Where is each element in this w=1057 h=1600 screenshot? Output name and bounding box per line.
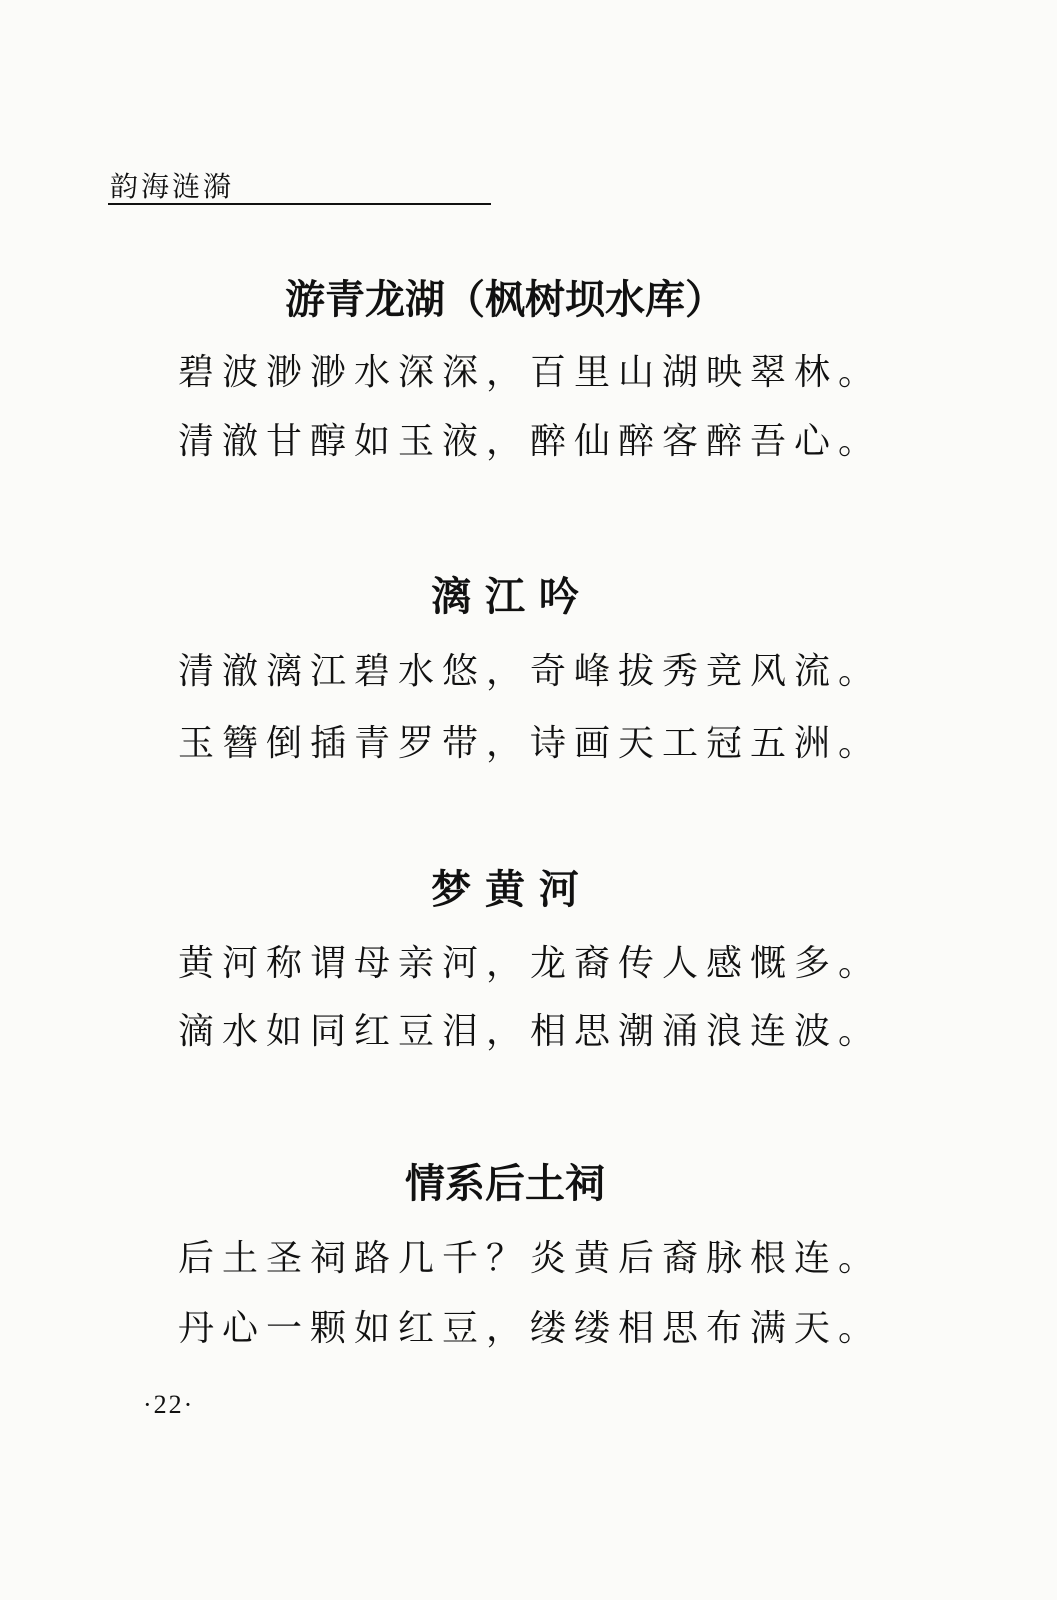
poem-line: 碧波渺渺水深深，百里山湖映翠林。 bbox=[178, 352, 883, 393]
poem-line: 滴水如同红豆泪，相思潮涌浪连波。 bbox=[178, 1011, 883, 1052]
running-header: 韵海涟漪 bbox=[110, 170, 235, 203]
poem-line: 后土圣祠路几千？炎黄后裔脉根连。 bbox=[178, 1238, 883, 1279]
poem-title: 游青龙湖（枫树坝水库） bbox=[285, 276, 725, 323]
poem-line: 丹心一颗如红豆，缕缕相思布满天。 bbox=[178, 1308, 883, 1349]
poem-line: 玉簪倒插青罗带，诗画天工冠五洲。 bbox=[178, 723, 883, 764]
page-number: ·22· bbox=[143, 1390, 195, 1419]
poem-title: 漓 江 吟 bbox=[431, 573, 579, 620]
header-rule bbox=[108, 203, 491, 205]
poem-line: 清澈漓江碧水悠，奇峰拔秀竞风流。 bbox=[178, 651, 883, 692]
poem-title: 情系后土祠 bbox=[405, 1160, 605, 1207]
poem-title: 梦 黄 河 bbox=[431, 866, 579, 913]
poem-line: 清澈甘醇如玉液，醉仙醉客醉吾心。 bbox=[178, 421, 883, 462]
poem-line: 黄河称谓母亲河，龙裔传人感慨多。 bbox=[178, 943, 883, 984]
